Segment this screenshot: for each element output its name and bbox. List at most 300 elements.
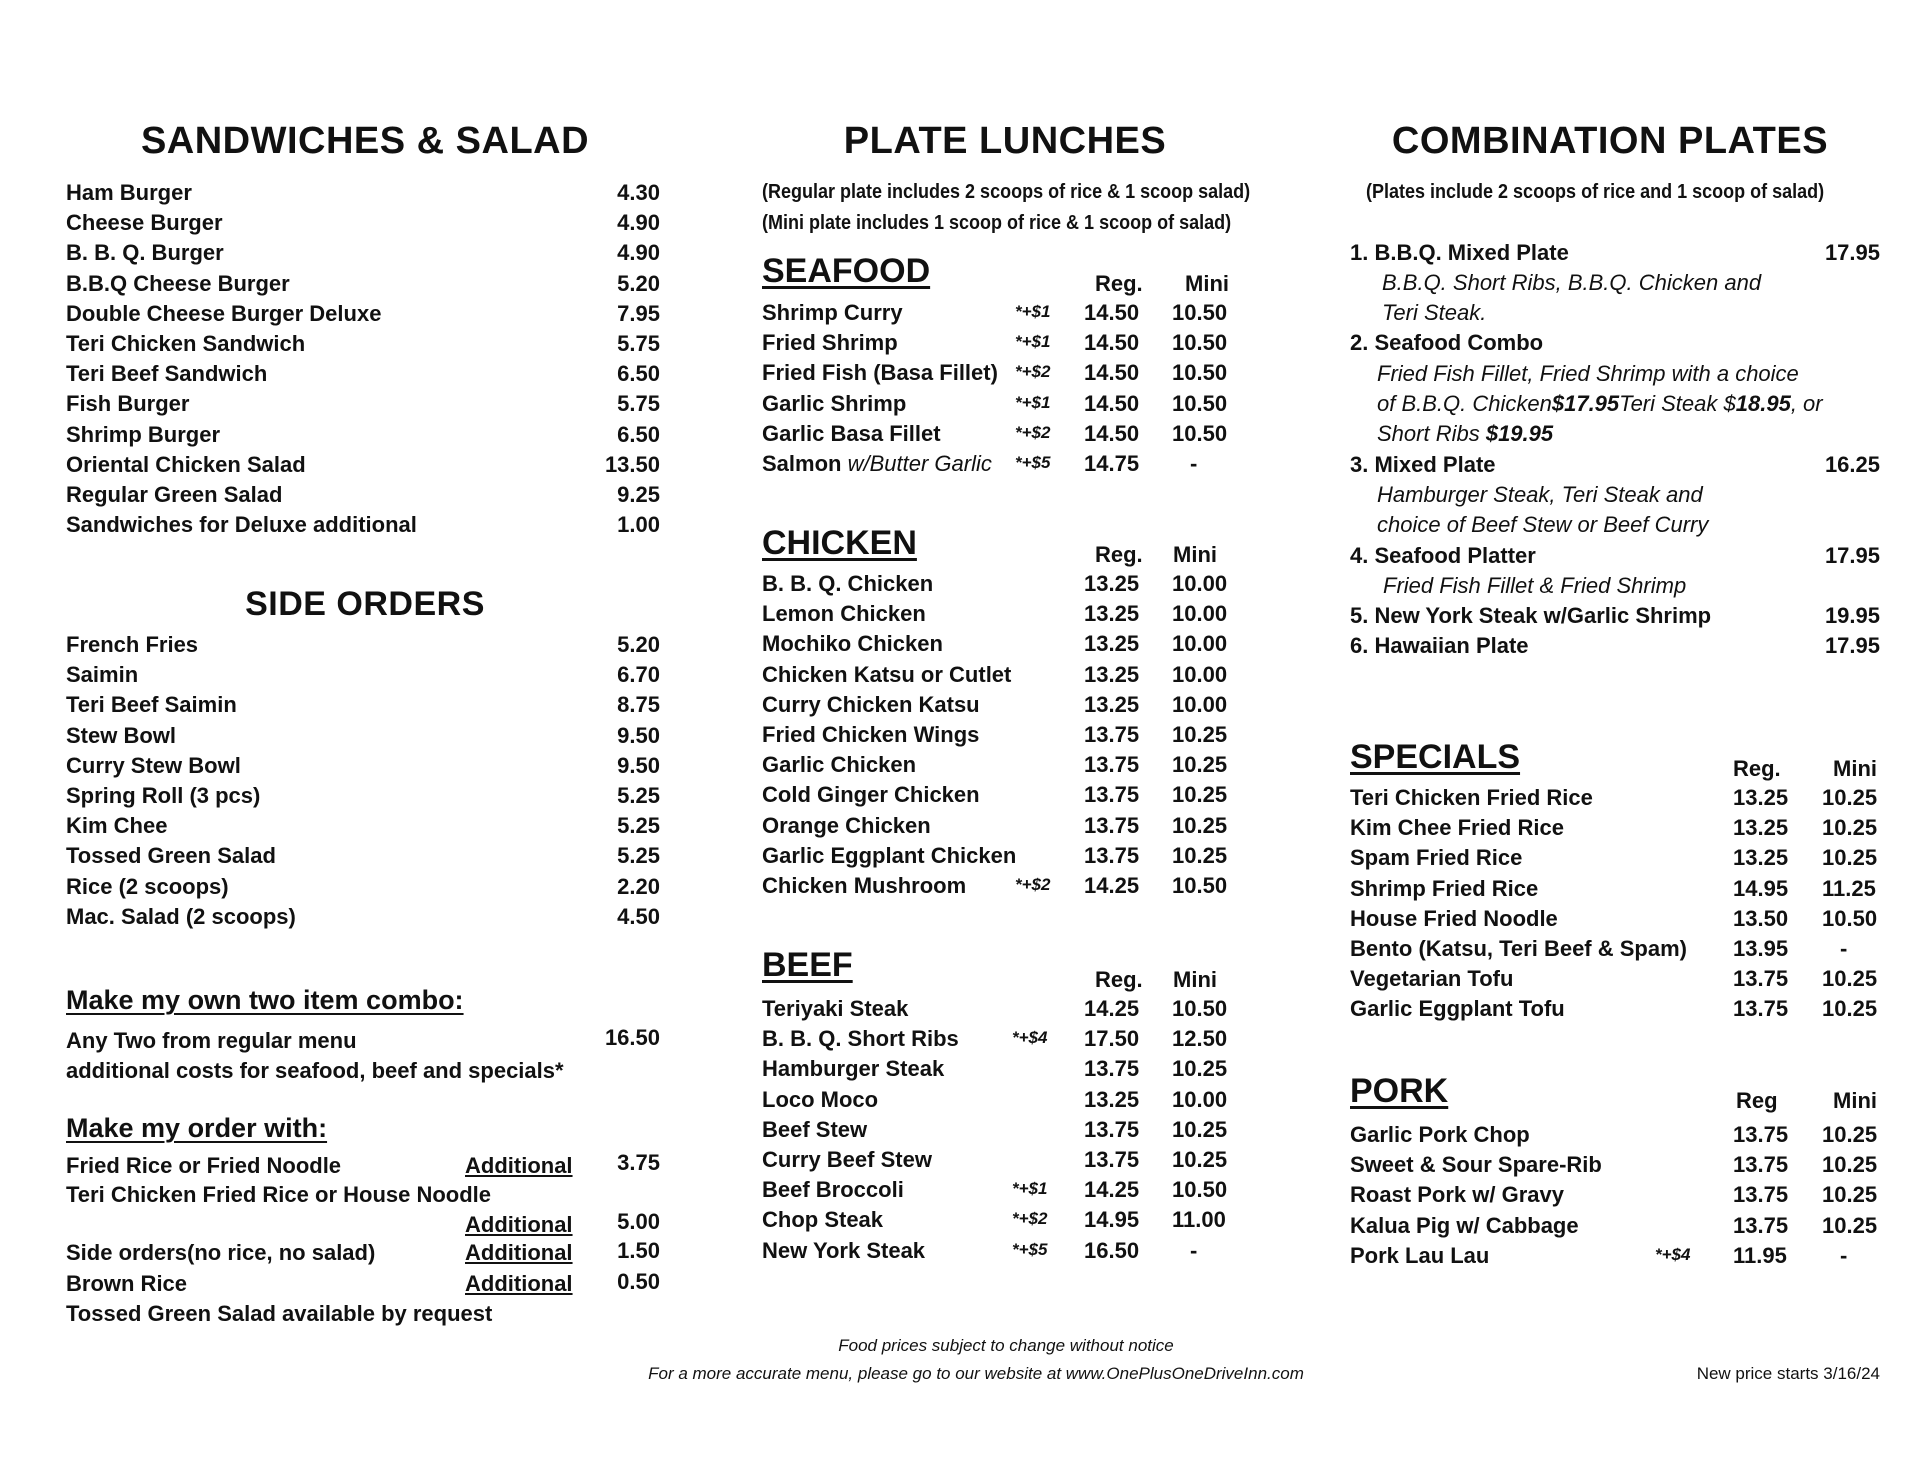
order-with-item4-additional: Additional — [465, 1271, 573, 1296]
item-mini-price: 10.50 — [1172, 360, 1228, 386]
item-name: Stew Bowl — [66, 722, 177, 748]
order-with-title: Make my order with: — [66, 1113, 328, 1143]
item-name-text: Cold Ginger Chicken — [762, 782, 980, 808]
item-price: 5.20 — [617, 632, 660, 657]
list-item — [762, 692, 1262, 722]
list-item — [66, 301, 660, 331]
item-mini-price: 10.25 — [1822, 966, 1878, 992]
list-item — [66, 753, 660, 783]
item-mini-price: 10.25 — [1822, 1152, 1878, 1178]
list-item — [66, 904, 660, 934]
list-item — [762, 722, 1262, 752]
item-name: Teri Chicken Sandwich — [66, 330, 306, 356]
list-item — [1350, 936, 1880, 966]
item-name-text: Lemon Chicken — [762, 601, 926, 627]
item-name — [762, 601, 926, 627]
list-item — [762, 1026, 1262, 1056]
list-item — [66, 271, 660, 301]
item-name — [762, 330, 898, 356]
item-name: Mac. Salad (2 scoops) — [66, 903, 296, 929]
list-item — [1350, 966, 1880, 996]
combo-plate-1-desc-1: B.B.Q. Short Ribs, B.B.Q. Chicken and — [1382, 270, 1762, 295]
list-item — [762, 1087, 1262, 1117]
item-price: 5.20 — [617, 270, 660, 296]
item-name — [762, 451, 992, 477]
list-item — [762, 300, 1262, 330]
item-price: 4.30 — [617, 180, 660, 205]
sandwiches-title: SANDWICHES & SALAD — [140, 120, 590, 162]
footer-price-notice: Food prices subject to change without notice — [838, 1336, 1174, 1355]
footer-website-notice: For a more accurate menu, please go to our website at www.OnePlusOneDriveInn.com — [648, 1364, 1304, 1383]
item-name — [1350, 815, 1564, 841]
item-name — [762, 1147, 932, 1173]
item-reg-price: 14.95 — [1084, 1207, 1140, 1233]
item-price: 9.50 — [617, 722, 660, 748]
combo-plate-4-name: 4. Seafood Platter — [1350, 543, 1536, 568]
item-name: Oriental Chicken Salad — [66, 451, 306, 477]
item-mini-price: 11.25 — [1822, 875, 1876, 901]
item-mini-price: 10.50 — [1172, 330, 1228, 356]
item-reg-price: 13.50 — [1733, 905, 1789, 931]
list-item — [66, 723, 660, 753]
item-name-text: Hamburger Steak — [762, 1056, 945, 1082]
item-reg-price: 13.75 — [1084, 752, 1140, 778]
item-mini-price: 10.25 — [1822, 1212, 1878, 1238]
plate-lunches-note-regular: (Regular plate includes 2 scoops of rice & 1 scoop salad) — [762, 181, 1251, 203]
item-name-text: Mochiko Chicken — [762, 631, 943, 657]
list-item — [762, 662, 1262, 692]
list-item — [1350, 876, 1880, 906]
item-name: Tossed Green Salad — [66, 843, 276, 869]
list-item — [762, 873, 1262, 903]
item-name-text: Garlic Shrimp — [762, 390, 907, 416]
item-name-text: Chop Steak — [762, 1207, 884, 1233]
item-mini-price: 10.25 — [1172, 1056, 1228, 1082]
item-name — [762, 391, 906, 417]
order-with-item4-price: 0.50 — [617, 1269, 660, 1294]
item-price: 5.25 — [617, 813, 660, 839]
item-reg-price: 13.25 — [1733, 785, 1789, 810]
combo-own-price: 16.50 — [604, 1025, 660, 1050]
order-with-item3-price: 1.50 — [617, 1238, 660, 1263]
item-name-text: B. B. Q. Chicken — [762, 571, 934, 596]
item-price: 6.70 — [617, 662, 660, 688]
item-reg-price: 13.75 — [1084, 1146, 1140, 1172]
item-surcharge: *+$5 — [1015, 452, 1051, 472]
pork-col-reg: Reg — [1736, 1088, 1778, 1113]
item-name — [1350, 1152, 1602, 1178]
order-with-item1: Fried Rice or Fried Noodle — [66, 1153, 342, 1178]
item-name-text: Teriyaki Steak — [762, 996, 909, 1021]
item-name-text: Loco Moco — [762, 1086, 879, 1112]
combo-plate-2-desc-1: Fried Fish Fillet, Fried Shrimp with a choice — [1377, 361, 1799, 386]
item-reg-price: 13.25 — [1084, 601, 1140, 627]
combination-title: COMBINATION PLATES — [1391, 120, 1829, 162]
item-name — [762, 752, 916, 778]
item-surcharge: *+$5 — [1012, 1239, 1048, 1259]
list-item — [66, 662, 660, 692]
item-mini-price: 10.00 — [1172, 691, 1228, 717]
item-name-text: Garlic Basa Fillet — [762, 420, 941, 446]
item-reg-price: 17.50 — [1084, 1026, 1140, 1052]
side-orders-title: SIDE ORDERS — [245, 585, 485, 623]
item-reg-price: 13.75 — [1084, 782, 1140, 808]
item-mini-price: 10.25 — [1172, 752, 1228, 778]
item-price: 9.25 — [617, 481, 660, 507]
item-name — [1350, 1122, 1530, 1148]
item-name — [762, 722, 979, 748]
side-orders-list — [66, 632, 660, 934]
seafood-col-mini: Mini — [1185, 271, 1229, 296]
item-name-text: Shrimp Curry — [762, 300, 903, 325]
item-name — [762, 1026, 959, 1052]
item-name — [1350, 1243, 1489, 1269]
item-mini-price: 12.50 — [1172, 1026, 1228, 1052]
list-item — [66, 361, 660, 391]
combo-plate-1-price: 17.95 — [1824, 240, 1880, 265]
item-name — [1350, 1182, 1564, 1208]
item-name-text: Garlic Chicken — [762, 752, 917, 778]
item-reg-price: 13.75 — [1733, 1212, 1789, 1238]
item-reg-price: 13.25 — [1084, 631, 1140, 657]
item-reg-price: 13.75 — [1084, 721, 1140, 747]
order-with-item2: Teri Chicken Fried Rice or House Noodle — [66, 1182, 492, 1207]
item-name — [762, 843, 1016, 869]
combo-plate-3-name: 3. Mixed Plate — [1350, 452, 1496, 477]
item-reg-price: 14.50 — [1084, 390, 1140, 416]
item-name: B. B. Q. Burger — [66, 240, 224, 266]
item-name-text: Kalua Pig w/ Cabbage — [1350, 1212, 1579, 1238]
item-name — [762, 662, 1011, 688]
item-name: Ham Burger — [66, 180, 192, 205]
item-mini-price: 10.50 — [1822, 905, 1878, 931]
pork-col-mini: Mini — [1833, 1088, 1877, 1113]
item-reg-price: 13.75 — [1733, 1152, 1789, 1178]
item-name-text: Curry Beef Stew — [762, 1146, 932, 1172]
list-item — [66, 452, 660, 482]
item-price: 6.50 — [617, 361, 660, 387]
list-item — [66, 632, 660, 662]
item-mini-price: 10.25 — [1822, 845, 1878, 871]
item-mini-price: 10.25 — [1822, 996, 1878, 1022]
item-mini-price: 10.25 — [1172, 1116, 1228, 1142]
item-name-text: Garlic Eggplant Tofu — [1350, 996, 1565, 1022]
item-mini-price: 10.50 — [1172, 390, 1228, 416]
chicken-title: CHICKEN — [762, 524, 917, 562]
item-name — [762, 631, 943, 657]
item-surcharge: *+$1 — [1015, 302, 1051, 321]
item-reg-price: 14.50 — [1084, 360, 1140, 386]
combo-plate-3-price: 16.25 — [1824, 452, 1880, 477]
list-item — [762, 391, 1262, 421]
item-price: 6.50 — [617, 421, 660, 447]
item-name-text: Chicken Katsu or Cutlet — [762, 661, 1012, 687]
combo-plate-3-desc-2: choice of Beef Stew or Beef Curry — [1377, 512, 1709, 537]
order-with-item5: Tossed Green Salad available by request — [66, 1301, 493, 1326]
item-price: 5.75 — [617, 391, 660, 417]
item-name-text: B. B. Q. Short Ribs — [762, 1026, 959, 1052]
order-with-item3-additional: Additional — [465, 1240, 573, 1265]
item-name-text: Kim Chee Fried Rice — [1350, 815, 1564, 841]
order-with-item2-price: 5.00 — [617, 1209, 660, 1234]
item-name-text: Sweet & Sour Spare-Rib — [1350, 1152, 1602, 1178]
list-item — [762, 1177, 1262, 1207]
item-mini-price: 10.50 — [1172, 420, 1228, 446]
item-reg-price: 14.50 — [1084, 300, 1140, 325]
item-name: Kim Chee — [66, 813, 168, 839]
seafood-list — [762, 300, 1262, 481]
item-name: Shrimp Burger — [66, 421, 221, 447]
chicken-col-mini: Mini — [1173, 542, 1217, 567]
item-mini-price: - — [1190, 1237, 1198, 1263]
item-name-detail: w/Butter Garlic — [841, 450, 992, 476]
item-surcharge: *+$2 — [1015, 874, 1051, 894]
combo-plate-5-name: 5. New York Steak w/Garlic Shrimp — [1350, 603, 1712, 628]
item-name — [762, 1087, 878, 1113]
item-name-text: Bento (Katsu, Teri Beef & Spam) — [1350, 935, 1687, 961]
item-mini-price: 10.00 — [1172, 631, 1228, 657]
order-with-item3: Side orders(no rice, no salad) — [66, 1240, 376, 1265]
list-item — [1350, 1213, 1880, 1243]
item-name: French Fries — [66, 632, 199, 657]
item-reg-price: 14.50 — [1084, 420, 1140, 446]
list-item — [66, 482, 660, 512]
item-name-text: Roast Pork w/ Gravy — [1350, 1182, 1564, 1208]
item-price: 4.50 — [617, 903, 660, 929]
item-reg-price: 13.75 — [1084, 1056, 1140, 1082]
combo-plate-2-desc-2: of B.B.Q. Chicken$17.95Teri Steak $18.95, or — [1377, 391, 1823, 416]
list-item — [66, 331, 660, 361]
item-reg-price: 13.95 — [1733, 935, 1789, 961]
item-name — [762, 571, 933, 597]
list-item — [66, 813, 660, 843]
item-name — [762, 300, 903, 326]
list-item — [762, 631, 1262, 661]
item-name — [1350, 936, 1687, 962]
item-name-text: Beef Stew — [762, 1116, 868, 1142]
order-with-item1-additional: Additional — [465, 1153, 573, 1178]
item-price: 9.50 — [617, 752, 660, 778]
item-name — [762, 873, 966, 899]
beef-title: BEEF — [762, 946, 853, 984]
item-price: 8.75 — [617, 692, 660, 718]
item-surcharge: *+$2 — [1015, 362, 1051, 382]
list-item — [66, 422, 660, 452]
item-reg-price: 13.25 — [1084, 661, 1140, 687]
item-name — [762, 1207, 883, 1233]
item-mini-price: 10.25 — [1822, 815, 1878, 841]
list-item — [66, 391, 660, 421]
order-with-item2-additional: Additional — [465, 1212, 573, 1237]
new-price-date: New price starts 3/16/24 — [1696, 1364, 1880, 1383]
item-name — [1350, 785, 1593, 811]
item-name-text: Beef Broccoli — [762, 1177, 904, 1203]
item-reg-price: 13.75 — [1733, 966, 1789, 992]
item-name — [1350, 966, 1513, 992]
list-item — [66, 512, 660, 542]
item-reg-price: 16.50 — [1084, 1237, 1140, 1263]
list-item — [762, 996, 1262, 1026]
item-mini-price: 10.50 — [1172, 996, 1228, 1021]
list-item — [1350, 906, 1880, 936]
item-name-text: Chicken Mushroom — [762, 872, 967, 898]
item-name — [1350, 876, 1538, 902]
item-reg-price: 14.50 — [1084, 330, 1140, 356]
list-item — [66, 874, 660, 904]
list-item — [66, 240, 660, 270]
item-reg-price: 13.75 — [1733, 1122, 1789, 1147]
combo-plate-2-name: 2. Seafood Combo — [1350, 330, 1544, 355]
list-item — [762, 843, 1262, 873]
list-item — [1350, 845, 1880, 875]
item-mini-price: 10.25 — [1822, 785, 1878, 810]
order-with-item4: Brown Rice — [66, 1271, 188, 1296]
item-name — [762, 692, 980, 718]
item-name: Curry Stew Bowl — [66, 752, 241, 778]
item-reg-price: 14.75 — [1084, 450, 1140, 476]
item-name: Sandwiches for Deluxe additional — [66, 512, 417, 538]
item-name: Teri Beef Sandwich — [66, 361, 268, 387]
combo-plate-4-price: 17.95 — [1824, 543, 1880, 568]
item-name-text: Fried Fish (Basa Fillet) — [762, 360, 998, 386]
item-reg-price: 13.75 — [1733, 1182, 1789, 1208]
list-item — [1350, 1152, 1880, 1182]
plate-lunches-title: PLATE LUNCHES — [843, 120, 1167, 162]
combo-plate-5-price: 19.95 — [1824, 603, 1880, 628]
item-name — [762, 1238, 925, 1264]
combo-plate-6-price: 17.95 — [1824, 633, 1880, 658]
list-item — [66, 210, 660, 240]
item-name — [762, 782, 980, 808]
item-surcharge: *+$2 — [1012, 1209, 1048, 1229]
plate-lunches-note-mini: (Mini plate includes 1 scoop of rice & 1 scoop of salad) — [762, 212, 1232, 234]
item-reg-price: 13.75 — [1733, 996, 1789, 1022]
item-name — [1350, 845, 1522, 871]
item-name: Spring Roll (3 pcs) — [66, 782, 261, 808]
item-mini-price: 10.00 — [1172, 601, 1228, 627]
list-item — [66, 783, 660, 813]
specials-list — [1350, 785, 1880, 1027]
item-name-text: Fried Chicken Wings — [762, 721, 980, 747]
beef-list — [762, 996, 1262, 1268]
item-surcharge: *+$1 — [1012, 1179, 1048, 1199]
item-surcharge: *+$1 — [1015, 392, 1051, 412]
item-name: Fish Burger — [66, 391, 190, 417]
item-mini-price: 10.25 — [1822, 1182, 1878, 1208]
specials-col-reg: Reg. — [1733, 756, 1781, 781]
sandwiches-list — [66, 180, 660, 542]
item-reg-price: 13.75 — [1084, 842, 1140, 868]
item-mini-price: 10.25 — [1172, 782, 1228, 808]
item-price: 4.90 — [617, 240, 660, 266]
item-reg-price: 13.25 — [1084, 691, 1140, 717]
combo-plate-3-desc-1: Hamburger Steak, Teri Steak and — [1377, 482, 1703, 507]
item-name — [1350, 1213, 1579, 1239]
list-item — [1350, 1182, 1880, 1212]
seafood-title: SEAFOOD — [762, 252, 931, 290]
list-item — [762, 813, 1262, 843]
item-name: B.B.Q Cheese Burger — [66, 270, 290, 296]
item-reg-price: 14.25 — [1084, 1177, 1140, 1203]
list-item — [762, 782, 1262, 812]
item-reg-price: 11.95 — [1733, 1242, 1787, 1268]
item-mini-price: 10.00 — [1172, 1086, 1228, 1112]
item-name — [762, 813, 931, 839]
item-name-text: Orange Chicken — [762, 812, 931, 838]
item-reg-price: 13.25 — [1084, 1086, 1140, 1112]
item-price: 1.00 — [617, 512, 660, 538]
item-name: Regular Green Salad — [66, 481, 283, 507]
item-name-text: Spam Fried Rice — [1350, 845, 1523, 871]
combination-note: (Plates include 2 scoops of rice and 1 scoop of salad) — [1366, 181, 1825, 203]
list-item — [762, 360, 1262, 390]
combo-plate-1-name: 1. B.B.Q. Mixed Plate — [1350, 240, 1569, 265]
item-name: Cheese Burger — [66, 210, 223, 236]
item-surcharge: *+$2 — [1015, 422, 1051, 442]
list-item — [762, 451, 1262, 481]
item-name: Rice (2 scoops) — [66, 873, 229, 899]
pork-list — [1350, 1122, 1880, 1273]
specials-col-mini: Mini — [1833, 756, 1877, 781]
item-name-text: Fried Shrimp — [762, 330, 898, 356]
item-price: 5.25 — [617, 843, 660, 869]
item-reg-price: 13.75 — [1084, 1116, 1140, 1142]
item-mini-price: 10.50 — [1172, 300, 1228, 325]
item-mini-price: - — [1190, 450, 1198, 476]
seafood-col-reg: Reg. — [1095, 271, 1143, 296]
item-name — [762, 360, 998, 386]
item-mini-price: - — [1840, 1242, 1848, 1268]
list-item — [1350, 785, 1880, 815]
item-mini-price: 10.25 — [1172, 842, 1228, 868]
item-reg-price: 14.25 — [1084, 872, 1140, 898]
item-name-text: House Fried Noodle — [1350, 905, 1558, 931]
item-reg-price: 13.75 — [1084, 812, 1140, 838]
item-surcharge: *+$4 — [1655, 1244, 1691, 1264]
list-item — [762, 1056, 1262, 1086]
specials-title: SPECIALS — [1350, 738, 1521, 776]
chicken-col-reg: Reg. — [1095, 542, 1143, 567]
item-name-text: Salmon — [762, 450, 842, 476]
list-item — [66, 692, 660, 722]
item-name — [762, 421, 941, 447]
item-mini-price: 10.25 — [1172, 812, 1228, 838]
item-name — [762, 996, 908, 1022]
item-name-text: Curry Chicken Katsu — [762, 691, 980, 717]
list-item — [762, 330, 1262, 360]
list-item — [66, 180, 660, 210]
item-price: 5.75 — [617, 330, 660, 356]
list-item — [1350, 815, 1880, 845]
list-item — [762, 571, 1262, 601]
combo-plate-6-name: 6. Hawaiian Plate — [1350, 633, 1529, 658]
item-reg-price: 14.95 — [1733, 875, 1789, 901]
item-name: Saimin — [66, 662, 139, 688]
list-item — [762, 601, 1262, 631]
item-mini-price: 10.00 — [1172, 661, 1228, 687]
item-name — [762, 1177, 904, 1203]
item-price: 7.95 — [617, 300, 660, 326]
item-name — [1350, 996, 1565, 1022]
item-mini-price: 10.25 — [1822, 1122, 1878, 1147]
item-name-text: Vegetarian Tofu — [1350, 966, 1514, 992]
item-mini-price: 10.25 — [1172, 721, 1228, 747]
item-price: 4.90 — [617, 210, 660, 236]
item-name — [762, 1117, 867, 1143]
item-reg-price: 13.25 — [1084, 571, 1140, 596]
item-mini-price: - — [1840, 935, 1848, 961]
item-name-text: Shrimp Fried Rice — [1350, 875, 1539, 901]
